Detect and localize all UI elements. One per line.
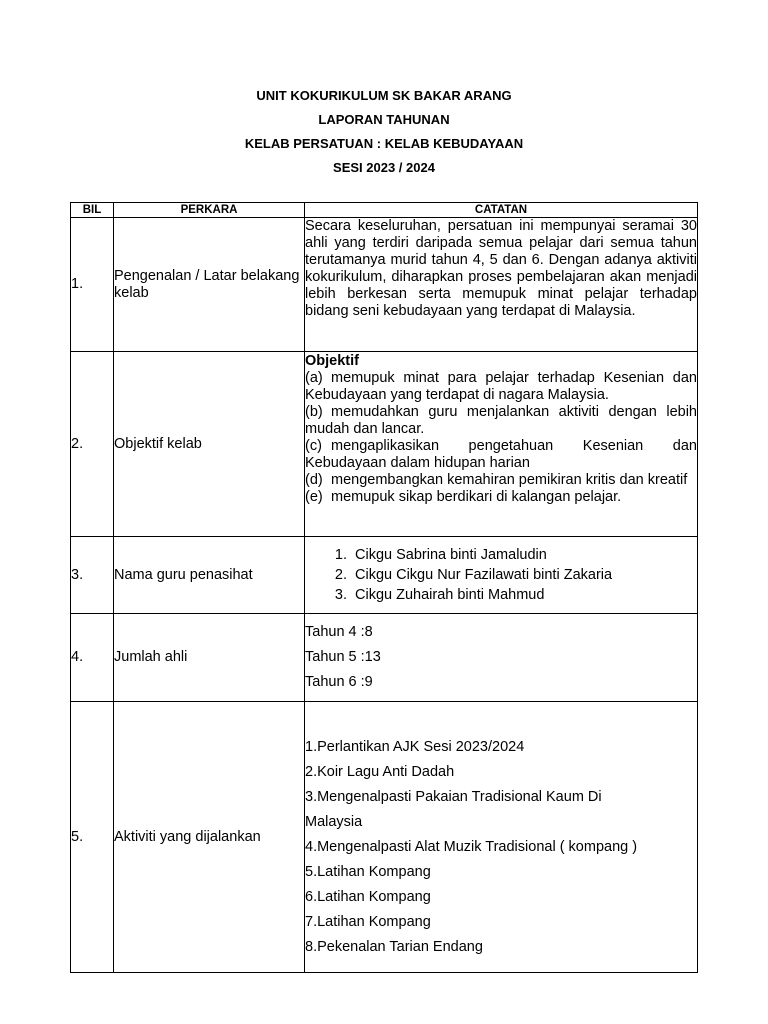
table-row xyxy=(71,614,698,702)
list-item: 1.Perlantikan AJK Sesi 2023/2024 xyxy=(305,738,525,755)
table-row xyxy=(71,352,698,537)
row-number: 3. xyxy=(71,537,114,614)
club-title: KELAB PERSATUAN : KELAB KEBUDAYAAN xyxy=(244,136,524,151)
objective-tag: (a) xyxy=(305,370,323,386)
row-number: 4. xyxy=(71,614,114,702)
row-item: Nama guru penasihat xyxy=(114,537,305,614)
list-item: 1. Cikgu Sabrina binti Jamaludin xyxy=(351,545,697,565)
column-header-catatan: CATATAN xyxy=(305,203,698,218)
session-title: SESI 2023 / 2024 xyxy=(333,160,435,175)
objective-text: memupuk sikap berdikari di kalangan pelajar. xyxy=(331,489,622,505)
objective-item xyxy=(305,472,697,489)
objective-tag: (c) xyxy=(305,438,322,454)
list-item: Malaysia xyxy=(305,813,363,830)
row-item: Objektif kelab xyxy=(114,352,305,537)
row-item: Jumlah ahli xyxy=(114,614,305,702)
row-note xyxy=(305,614,698,702)
list-item: 3.Mengenalpasti Pakaian Tradisional Kaum Di xyxy=(305,788,602,805)
table-header-row xyxy=(71,203,698,218)
member-count: Tahun 5 :13 xyxy=(305,649,381,665)
report-table xyxy=(70,202,698,973)
objective-text: memupuk minat para pelajar terhadap Kesenian dan Kebudayaan yang terdapat di nagara Malaysia. xyxy=(305,370,697,403)
column-header-bil: BIL xyxy=(71,203,114,218)
objective-heading: Objektif xyxy=(305,353,359,369)
list-item: 7.Latihan Kompang xyxy=(305,913,431,930)
list-item: 4.Mengenalpasti Alat Muzik Tradisional ( kompang ) xyxy=(305,838,638,855)
report-title: LAPORAN TAHUNAN xyxy=(318,112,450,127)
document-header xyxy=(0,86,768,182)
objective-item xyxy=(305,404,697,438)
list-item: 2. Cikgu Cikgu Nur Fazilawati binti Zakaria xyxy=(351,565,697,585)
objective-tag: (d) xyxy=(305,472,323,488)
objective-tag: (b) xyxy=(305,404,323,420)
objective-text: mengembangkan kemahiran pemikiran kritis dan kreatif xyxy=(331,472,688,488)
row-note xyxy=(305,537,698,614)
list-item: 8.Pekenalan Tarian Endang xyxy=(305,938,483,955)
row-note xyxy=(305,352,698,537)
list-item: 5.Latihan Kompang xyxy=(305,863,431,880)
row-note: Secara keseluruhan, persatuan ini mempunyai seramai 30 ahli yang terdiri daripada semua pelajar dari semua tahun terutamanya murid tahun 4, 5 dan 6. Dengan adanya aktiviti kokurikulum, diharapkan proses pembelajaran akan menjadi lebih berkesan serta memupuk minat pelajar terhadap bidang seni kebudayaan yang terdapat di Malaysia. xyxy=(305,218,698,352)
objective-text: mengaplikasikan pengetahuan Kesenian dan Kebudayaan dalam hidupan harian xyxy=(305,438,697,471)
member-count: Tahun 6 :9 xyxy=(305,674,373,690)
row-number: 2. xyxy=(71,352,114,537)
objective-item xyxy=(305,489,697,506)
member-count: Tahun 4 :8 xyxy=(305,624,373,640)
objective-item xyxy=(305,370,697,404)
row-number: 1. xyxy=(71,218,114,352)
advisor-list xyxy=(305,545,697,605)
table-row xyxy=(71,537,698,614)
row-item: Aktiviti yang dijalankan xyxy=(114,702,305,973)
list-item: 3. Cikgu Zuhairah binti Mahmud xyxy=(351,585,697,605)
table-row xyxy=(71,702,698,973)
column-header-perkara: PERKARA xyxy=(114,203,305,218)
table-row xyxy=(71,218,698,352)
objective-text: memudahkan guru menjalankan aktiviti dengan lebih mudah dan lancar. xyxy=(305,404,697,437)
row-number: 5. xyxy=(71,702,114,973)
list-item: 6.Latihan Kompang xyxy=(305,888,431,905)
row-note xyxy=(305,702,698,973)
school-unit-title: UNIT KOKURIKULUM SK BAKAR ARANG xyxy=(256,88,512,103)
objective-tag: (e) xyxy=(305,489,323,505)
list-item: 2.Koir Lagu Anti Dadah xyxy=(305,763,455,780)
row-item: Pengenalan / Latar belakang kelab xyxy=(114,218,305,352)
objective-item xyxy=(305,438,697,472)
